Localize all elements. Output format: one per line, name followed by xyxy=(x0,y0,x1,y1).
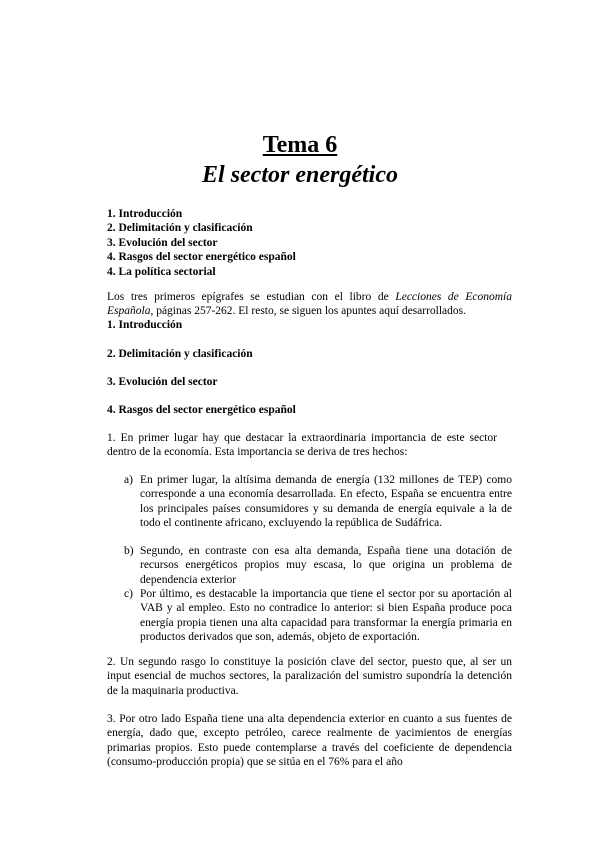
list-item-text: En primer lugar, la altísima demanda de energía (132 millones de TEP) como corresponde a una economía desarrollada. En efecto, España se encuentra entre los principales países consumidores y su demanda de energía equivale a la de todo el continente africano, excluyendo la república de Sudáfrica. xyxy=(140,474,512,530)
list-item xyxy=(124,544,512,587)
list-item-label: b) xyxy=(124,545,134,557)
paragraph-1: 1. En primer lugar hay que destacar la extraordinaria importancia de este sector dentro de la economía. Esta importancia se deriva de tres hechos: xyxy=(107,432,497,459)
paragraph-2: 2. Un segundo rasgo lo constituye la posición clave del sector, puesto que, al ser un input esencial de muchos sectores, la paralización del sumistro supondría la detención de la maquinaria productiva. xyxy=(107,656,512,697)
page-title: Tema 6 xyxy=(262,132,338,158)
table-of-contents xyxy=(107,207,296,279)
paragraph-3: 3. Por otro lado España tiene una alta dependencia exterior en cuanto a sus fuentes de energía, dado que, excepto petróleo, carece realmente de yacimientos de energías primarias propios. Esto puede contemplarse a través del coeficiente de dependencia (consumo-producción propia) que se sitúa en el 76% para el año xyxy=(107,713,512,769)
section-heading-2: 2. Delimitación y clasificación xyxy=(107,348,253,360)
toc-item: 2. Delimitación y clasificación xyxy=(107,222,253,235)
toc-item: 4. La política sectorial xyxy=(107,265,216,278)
list-item-label: c) xyxy=(124,588,133,600)
section-heading-4: 4. Rasgos del sector energético español xyxy=(107,404,296,416)
section-heading-3: 3. Evolución del sector xyxy=(107,376,218,388)
toc-item: 4. Rasgos del sector energético español xyxy=(107,251,296,264)
page-subtitle: El sector energético xyxy=(202,162,398,188)
list-item xyxy=(124,587,512,645)
list-item-text: Por último, es destacable la importancia que tiene el sector por su aportación al VAB y al empleo. Esto no contradice lo anterior: si bien España produce poca energía propia tienen una alta capacidad para transformar la energía primaria en productos derivados que son, además, objeto de exportación. xyxy=(140,588,512,644)
book-title: Lecciones de Economía Española xyxy=(107,291,512,318)
list-item-text: Segundo, en contraste con esa alta demanda, España tiene una dotación de recursos energéticos propios muy escasa, lo que origina un problema de dependencia exterior xyxy=(140,545,512,586)
toc-item: 1. Introducción xyxy=(107,208,183,220)
toc-item: 3. Evolución del sector xyxy=(107,236,218,249)
list-item xyxy=(124,473,512,531)
intro-paragraph: Los tres primeros epígrafes se estudian con el libro de Lecciones de Economía Española, páginas 257-262. El resto, se siguen los apuntes aquí desarrollados. xyxy=(107,291,512,318)
list-item-label: a) xyxy=(124,474,133,486)
section-heading-1: 1. Introducción xyxy=(107,319,183,331)
